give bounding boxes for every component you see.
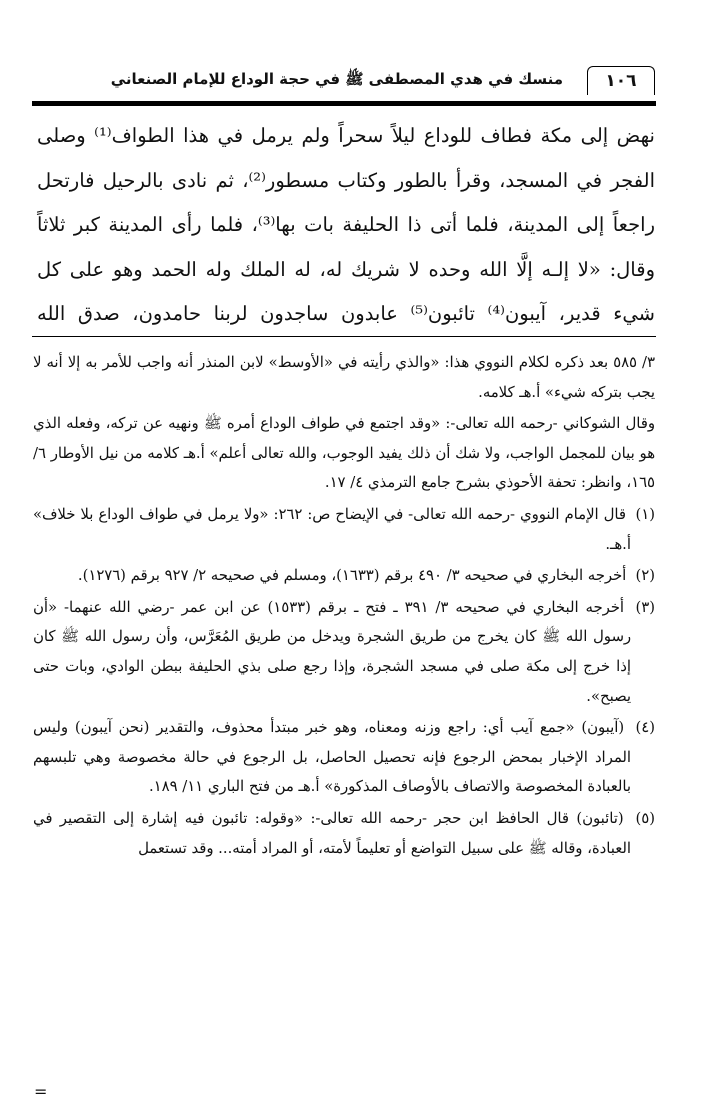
- footnote-number: (٥): [635, 809, 655, 827]
- footnote-4: [33, 713, 655, 802]
- footnote-text: (آيبون) «جمع آيب أي: راجع وزنه ومعناه، وهو خبر مبتدأ محذوف، والتقدير (نحن آيبون) وليس المراد الإخبار بمحض الرجوع فإنه تحصيل الحاصل، بل الرجوع في حالة مخصوصة وهي تلبسهم بالعبادة المخصوصة والاتصاف بالأوصاف المذكورة» أ.هـ من فتح الباري ١١/ ١٨٩.: [33, 719, 631, 796]
- header-rule: [32, 101, 656, 106]
- footnote-1: [33, 500, 655, 559]
- footnote-2: [33, 561, 655, 591]
- footnote-3: [33, 593, 655, 711]
- footnote-number: (١): [635, 505, 655, 523]
- main-paragraph: نهض إلى مكة فطاف للوداع ليلاً سحراً ولم يرمل في هذا الطواف⁽¹⁾ وصلى الفجر في المسجد، وقرأ بالطور وكتاب مسطور⁽²⁾، ثم نادى بالرحيل فارتحل راجعاً إلى المدينة، فلما أتى ذا الحليفة بات بها⁽³⁾، فلما رأى المدينة كبر ثلاثاً وقال: «لا إلـه إلَّا الله وحده لا شريك له، له الملك وله الحمد وهو على كل شيء قدير، آيبون⁽⁴⁾ تائبون⁽⁵⁾ عابدون ساجدون لربنا حامدون، صدق الله: [37, 124, 656, 325]
- footnote-continuation: وقال الشوكاني -رحمه الله تعالى-: «وقد اجتمع في طواف الوداع أمره ﷺ ونهيه عن تركه، وفعله الذي هو بيان للمجمل الواجب، ولا شك أن ذلك يفيد الوجوب، والله تعالى أعلم» أ.هـ كلامه من نيل الأوطار ٦/ ١٦٥، وانظر: تحفة الأحوذي بشرح جامع الترمذي ٤/ ١٧.: [33, 415, 655, 492]
- page-number: ١٠٦: [587, 66, 655, 95]
- footnote-text: أخرجه البخاري في صحيحه ٣/ ٤٩٠ برقم (١٦٣٣)، ومسلم في صحيحه ٢/ ٩٢٧ برقم (١٢٧٦).: [77, 567, 627, 585]
- footnote-continuation: ٣/ ٥٨٥ بعد ذكره لكلام النووي هذا: «والذي رأيته في «الأوسط» لابن المنذر أنه واجب للأمر به إلا أنه لا يجب بتركه شيء» أ.هـ كلامه.: [33, 354, 655, 401]
- running-title: منسك في هدي المصطفى ﷺ في حجة الوداع للإمام الصنعاني: [110, 70, 563, 88]
- footnote-5: [33, 804, 655, 863]
- footnote-text: أخرجه البخاري في صحيحه ٣/ ٣٩١ ـ فتح ـ برقم (١٥٣٣) عن ابن عمر -رضي الله عنهما- «أن رسول الله ﷺ كان يخرج من طريق الشجرة ويدخل من طريق المُعَرَّس، وأن رسول الله ﷺ كان إذا خرج إلى مكة صلى في مسجد الشجرة، وإذا رجع صلى بذي الحليفة ببطن الوادي، وبات حتى يصبح».: [33, 598, 631, 705]
- footnote-number: (٣): [635, 598, 655, 616]
- footnotes: [33, 348, 655, 865]
- continuation-mark: =: [34, 1082, 48, 1101]
- footnote-text: (تائبون) قال الحافظ ابن حجر -رحمه الله تعالى-: «وقوله: تائبون فيه إشارة إلى التقصير في العبادة، وقاله ﷺ على سبيل التواضع أو تعليماً لأمته، أو المراد أمته... وقد تستعمل: [33, 809, 631, 857]
- footnote-separator: [32, 336, 656, 337]
- main-text: [37, 114, 655, 337]
- page-header: [30, 66, 655, 100]
- footnote-number: (٢): [635, 567, 655, 585]
- footnote-number: (٤): [635, 719, 655, 737]
- footnote-text: قال الإمام النووي -رحمه الله تعالى- في الإيضاح ص: ٢٦٢: «ولا يرمل في طواف الوداع بلا خلاف» أ.هـ.: [33, 505, 631, 553]
